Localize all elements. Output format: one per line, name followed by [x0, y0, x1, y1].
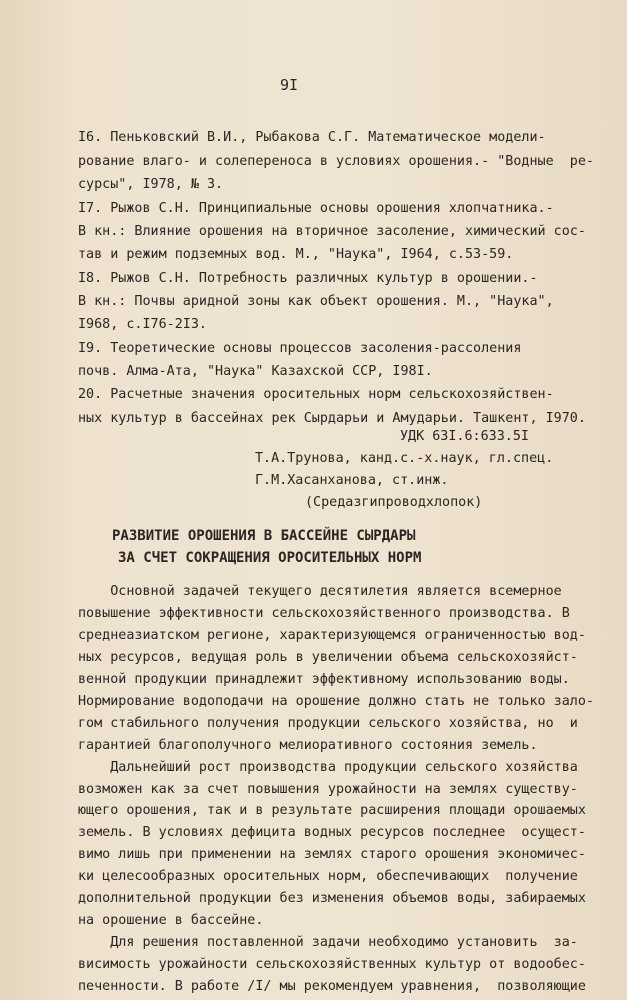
reference-17-line-2: В кн.: Влияние орошения на вторичное засоление, химический сос- — [78, 224, 586, 239]
udk-code: УДК 63I.6:633.5I — [400, 429, 529, 444]
body-line: Основной задачей текущего десятилетия является всемерное — [78, 584, 562, 599]
reference-17-line-1: I7. Рыжов С.Н. Принципиальные основы орошения хлопчатника.- — [78, 201, 554, 216]
reference-18-line-2: В кн.: Почвы аридной зоны как объект орошения. М., "Наука", — [78, 294, 554, 309]
body-line: повышение эффективности сельскохозяйственного производства. В — [78, 606, 570, 621]
reference-20-line-1: 20. Расчетные значения оросительных норм сельскохозяйствен- — [78, 387, 554, 402]
body-line: вимо лишь при применении на землях старого орошения экономичес- — [78, 847, 586, 862]
body-line: ных ресурсов, ведущая роль в увеличении объема сельскохозяйст- — [78, 650, 578, 665]
body-line: дополнительной продукции без изменения объемов воды, забираемых — [78, 891, 586, 906]
body-line: Нормирование водоподачи на орошение должно стать не только зало- — [78, 694, 594, 709]
body-line: ки целесообразных оросительных норм, обеспечивающих получение — [78, 869, 578, 884]
body-line: висимость урожайности сельскохозяйственных культур от водообес- — [78, 957, 586, 972]
reference-20-line-2: ных культур в бассейнах рек Сырдарьи и Амударьи. Ташкент, I970. — [78, 411, 586, 426]
page-number: 9I — [280, 76, 299, 94]
body-line: возможен как за счет повышения урожайности на землях существу- — [78, 782, 578, 797]
body-line: земель. В условиях дефицита водных ресурсов последнее осущест- — [78, 825, 586, 840]
body-line: на орошение в бассейне. — [78, 913, 264, 928]
body-line: ющего орошения, так и в результате расширения площади орошаемых — [78, 803, 586, 818]
reference-19-line-2: почв. Алма-Ата, "Наука" Казахской ССР, I98I. — [78, 364, 433, 379]
reference-17-line-3: тав и режим подземных вод. М., "Наука", I964, с.53-59. — [78, 247, 514, 262]
body-line: печенности. В работе /I/ мы рекомендуем уравнения, позволяющие — [78, 979, 586, 994]
reference-16-line-2: рование влаго- и солепереноса в условиях орошения.- "Водные ре- — [78, 154, 594, 169]
body-line: венной продукции принадлежит эффективному использованию воды. — [78, 672, 570, 687]
body-line: гарантией благополучного мелиоративного состояния земель. — [78, 738, 538, 753]
body-line: Для решения поставленной задачи необходимо установить за- — [78, 935, 578, 950]
article-title-line-2: ЗА СЧЕТ СОКРАЩЕНИЯ ОРОСИТЕЛЬНЫХ НОРМ — [118, 550, 422, 566]
reference-18-line-3: I968, с.I76-2I3. — [78, 317, 207, 332]
organization: (Средазгипроводхлопок) — [305, 495, 483, 510]
article-title-line-1: РАЗВИТИЕ ОРОШЕНИЯ В БАССЕЙНЕ СЫРДАРЫ — [112, 528, 416, 544]
author-2: Г.М.Хасанханова, ст.инж. — [255, 473, 449, 488]
reference-18-line-1: I8. Рыжов С.Н. Потребность различных культур в орошении.- — [78, 271, 538, 286]
body-line: гом стабильного получения продукции сельского хозяйства, но и — [78, 716, 578, 731]
reference-19-line-1: I9. Теоретические основы процессов засоления-рассоления — [78, 341, 522, 356]
reference-16-line-3: сурсы", I978, № 3. — [78, 177, 224, 192]
body-line: Дальнейший рост производства продукции сельского хозяйства — [78, 760, 578, 775]
body-line: среднеазиатском регионе, характеризующемся ограниченностью вод- — [78, 628, 586, 643]
reference-16-line-1: I6. Пеньковский В.И., Рыбакова С.Г. Математическое модели- — [78, 130, 546, 145]
author-1: Т.А.Трунова, канд.с.-х.наук, гл.спец. — [255, 451, 554, 466]
